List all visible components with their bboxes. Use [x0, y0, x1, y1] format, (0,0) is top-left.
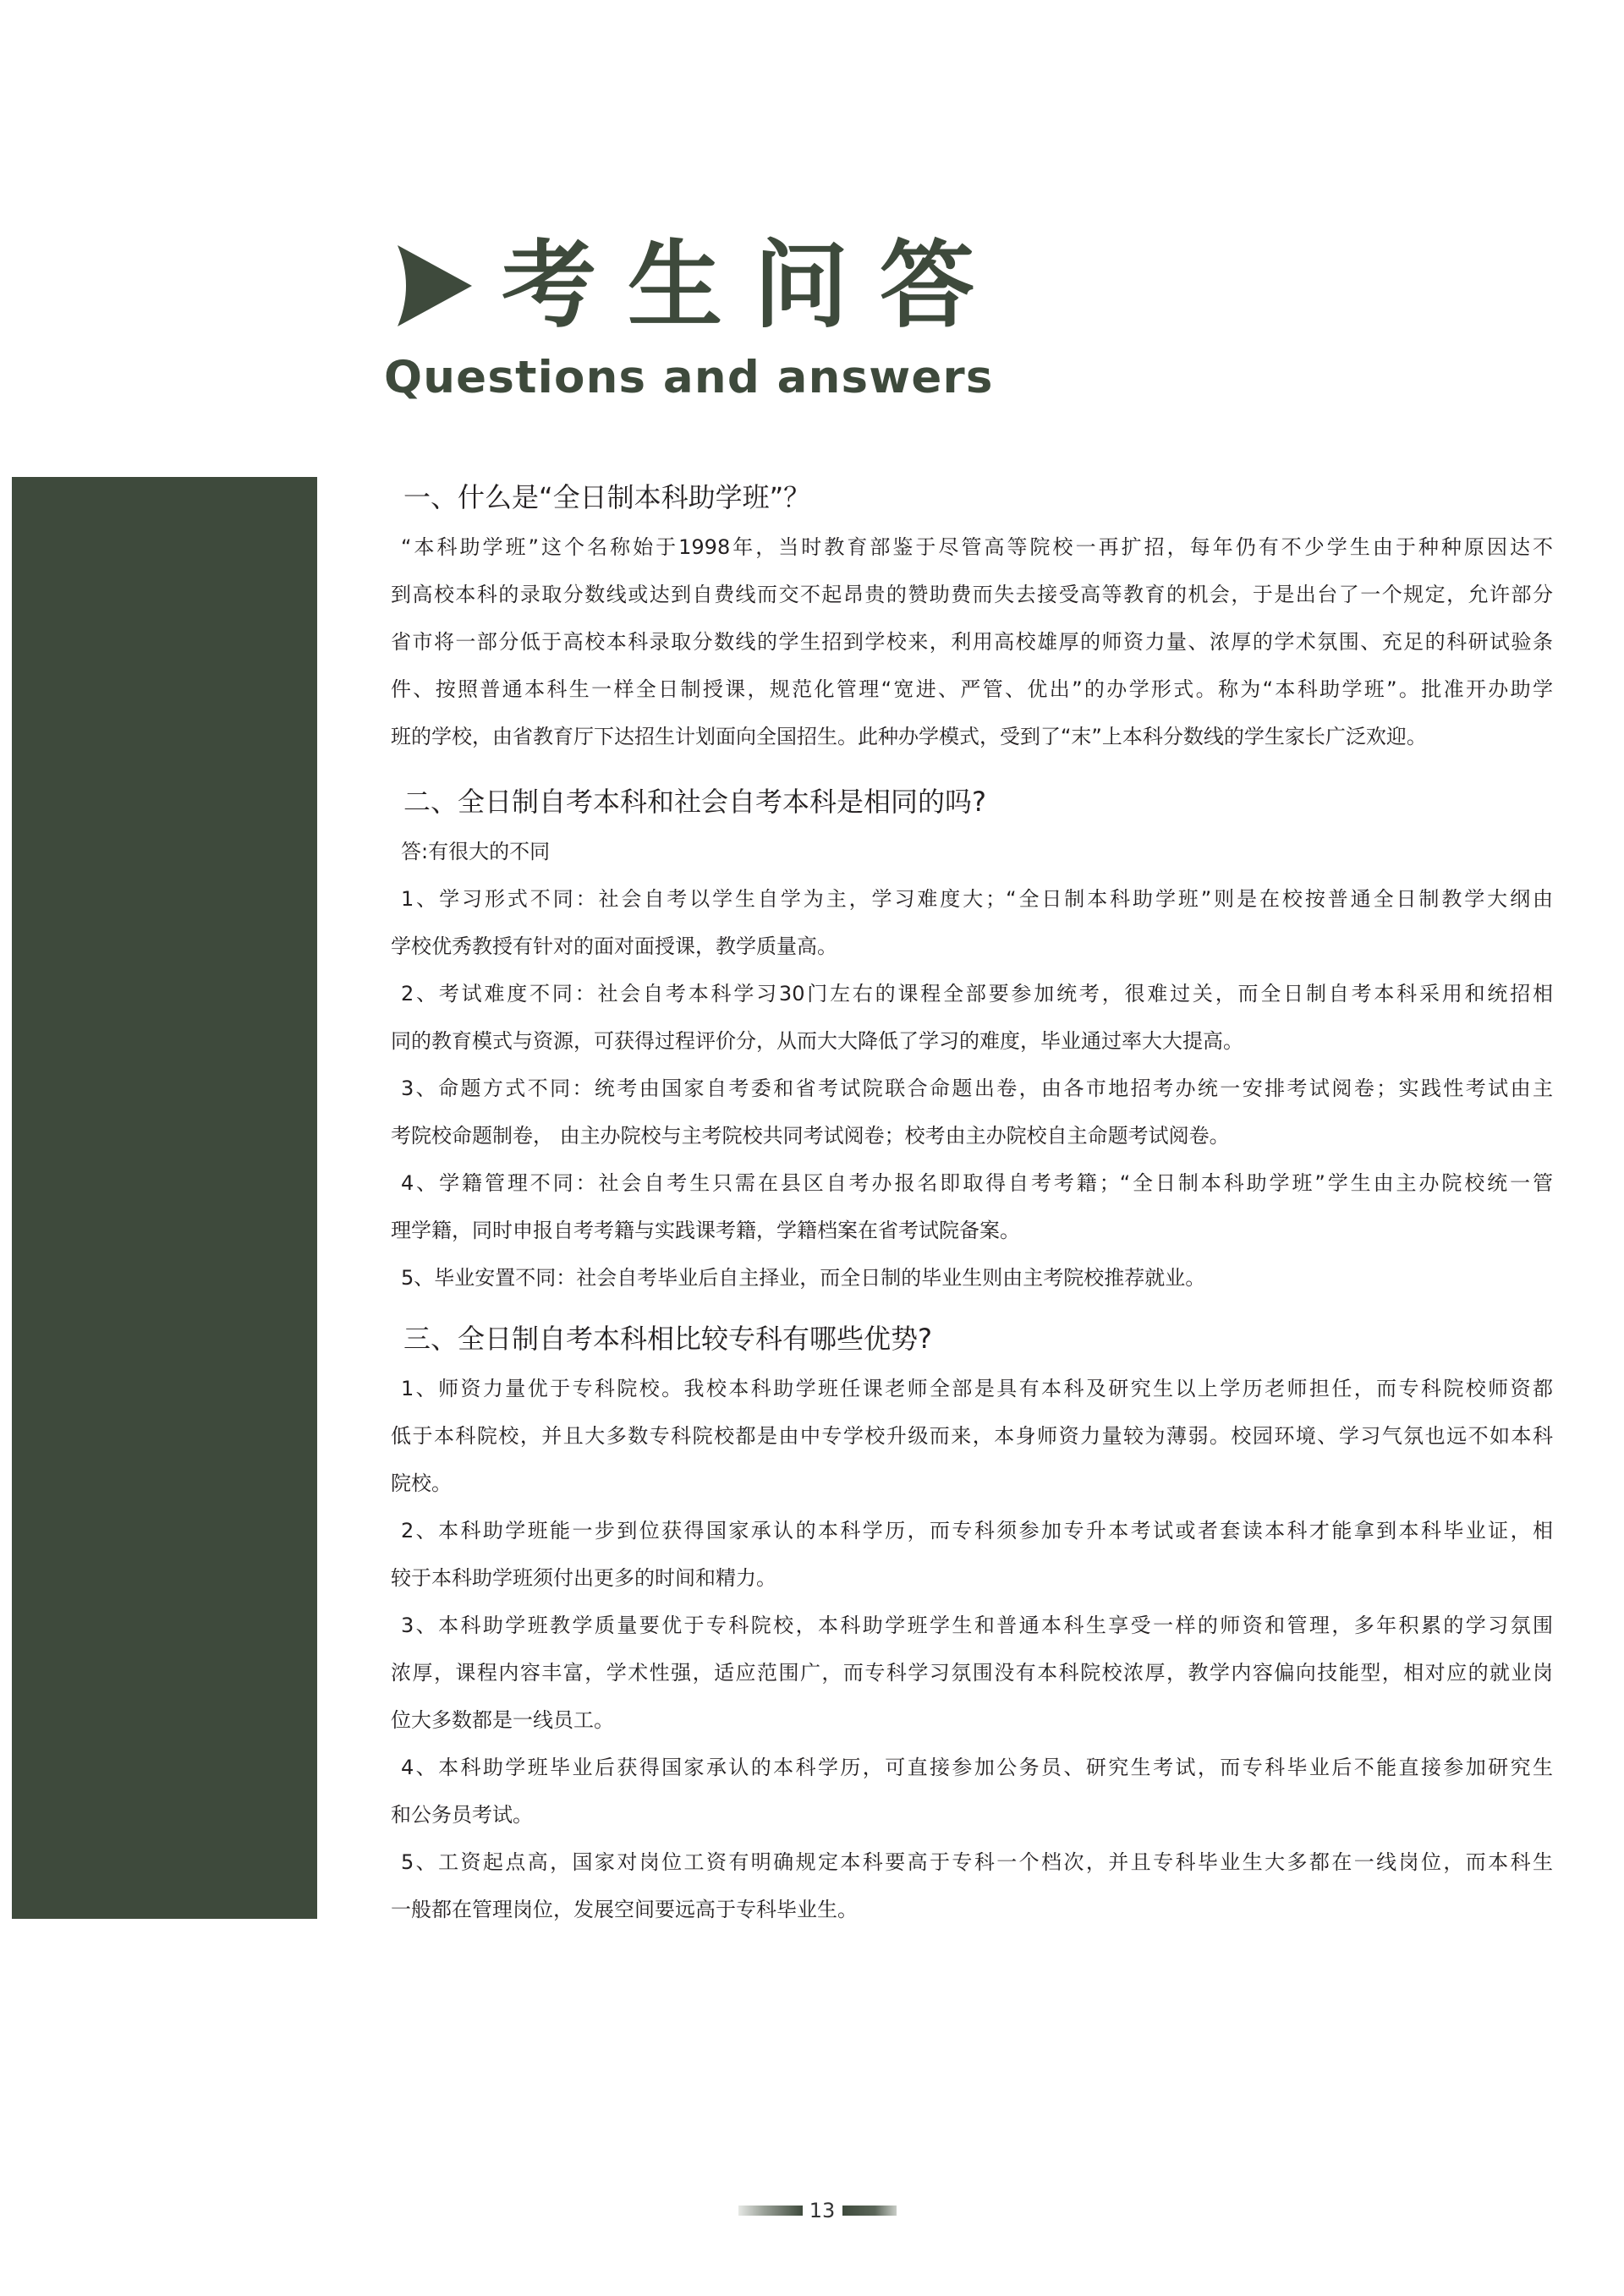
text-line: 4、学籍管理不同：社会自考生只需在县区自考办报名即取得自考考籍；“全日制本科助学班”学生由主办院校统一管	[401, 1171, 1553, 1195]
page-title: 考生问答	[502, 230, 1006, 341]
text-line: 院校。	[391, 1471, 452, 1495]
paragraph	[391, 523, 1553, 760]
page-number-bar-right	[842, 2206, 897, 2216]
paragraph	[391, 1254, 1553, 1301]
arrow-shape	[398, 245, 472, 326]
text-line: 3、命题方式不同：统考由国家自考委和省考试院联合命题出卷，由各市地招考办统一安排考试阅卷；实践性考试由主	[401, 1077, 1553, 1100]
arrow-icon	[396, 244, 474, 328]
text-line: 和公务员考试。	[391, 1803, 533, 1827]
text-line: 同的教育模式与资源，可获得过程评价分，从而大大降低了学习的难度，毕业通过率大大提高。	[391, 1029, 1243, 1053]
text-line: 省市将一部分低于高校本科录取分数线的学生招到学校来，利用高校雄厚的师资力量、浓厚的学术氛围、充足的科研试验条	[391, 630, 1553, 654]
text-line: 3、本科助学班教学质量要优于专科院校，本科助学班学生和普通本科生享受一样的师资和管理，多年积累的学习氛围	[401, 1614, 1553, 1637]
text-line: 1、师资力量优于专科院校。我校本科助学班任课老师全部是具有本科及研究生以上学历老师担任，而专科院校师资都	[401, 1377, 1553, 1400]
paragraph	[391, 1365, 1553, 1507]
paragraph	[391, 970, 1553, 1065]
text-line: 浓厚，课程内容丰富，学术性强，适应范围广，而专科学习氛围没有本科院校浓厚，教学内容偏向技能型，相对应的就业岗	[391, 1661, 1553, 1685]
paragraph	[391, 1159, 1553, 1254]
text-line: 件、按照普通本科生一样全日制授课，规范化管理“宽进、严管、优出”的办学形式。称为“本科助学班”。批准开办助学	[391, 677, 1553, 701]
page-subtitle: Questions and answers	[384, 352, 994, 403]
text-line: 较于本科助学班须付出更多的时间和精力。	[391, 1566, 776, 1590]
main-content	[391, 471, 1553, 1933]
text-line: 1、学习形式不同：社会自考以学生自学为主，学习难度大；“全日制本科助学班”则是在校按普通全日制教学大纲由	[401, 887, 1553, 911]
section-heading: 二、全日制自考本科和社会自考本科是相同的吗?	[403, 786, 986, 818]
text-line: “本科助学班”这个名称始于1998年，当时教育部鉴于尽管高等院校一再扩招，每年仍有不少学生由于种种原因达不	[401, 535, 1553, 559]
text-line: 考院校命题制卷， 由主办院校与主考院校共同考试阅卷；校考由主办院校自主命题考试阅卷。	[391, 1124, 1230, 1148]
page-number: 13	[809, 2199, 836, 2222]
text-line: 4、本科助学班毕业后获得国家承认的本科学历，可直接参加公务员、研究生考试，而专科毕业后不能直接参加研究生	[401, 1756, 1553, 1779]
text-line: 一般都在管理岗位，发展空间要远高于专科毕业生。	[391, 1898, 858, 1921]
section-heading: 一、什么是“全日制本科助学班”？	[403, 481, 811, 513]
paragraph	[391, 1065, 1553, 1159]
paragraph	[391, 1507, 1553, 1602]
paragraph	[391, 828, 1553, 875]
section-heading: 三、全日制自考本科相比较专科有哪些优势?	[403, 1323, 932, 1355]
page-number-bar-left	[738, 2206, 803, 2216]
text-line: 低于本科院校，并且大多数专科院校都是由中专学校升级而来，本身师资力量较为薄弱。校园环境、学习气氛也远不如本科	[391, 1424, 1553, 1448]
text-line: 5、毕业安置不同：社会自考毕业后自主择业，而全日制的毕业生则由主考院校推荐就业。	[401, 1266, 1206, 1290]
paragraph	[391, 1744, 1553, 1838]
text-line: 到高校本科的录取分数线或达到自费线而交不起昂贵的赞助费而失去接受高等教育的机会，于是出台了一个规定，允许部分	[391, 583, 1553, 606]
paragraph	[391, 875, 1553, 970]
paragraph	[391, 1602, 1553, 1744]
paragraph	[391, 1838, 1553, 1933]
text-line: 学校优秀教授有针对的面对面授课，教学质量高。	[391, 934, 837, 958]
text-line: 2、本科助学班能一步到位获得国家承认的本科学历，而专科须参加专升本考试或者套读本科才能拿到本科毕业证，相	[401, 1519, 1553, 1543]
text-line: 位大多数都是一线员工。	[391, 1708, 614, 1732]
text-line: 理学籍，同时申报自考考籍与实践课考籍，学籍档案在省考试院备案。	[391, 1219, 1020, 1242]
text-line: 班的学校，由省教育厅下达招生计划面向全国招生。此种办学模式，受到了“末”上本科分数线的学生家长广泛欢迎。	[391, 725, 1427, 748]
text-line: 5、工资起点高，国家对岗位工资有明确规定本科要高于专科一个档次，并且专科毕业生大多都在一线岗位，而本科生	[401, 1850, 1553, 1874]
text-line: 答:有很大的不同	[401, 840, 551, 863]
text-line: 2、考试难度不同：社会自考本科学习30门左右的课程全部要参加统考，很难过关，而全日制自考本科采用和统招相	[401, 982, 1553, 1006]
sidebar-block	[12, 477, 317, 1919]
